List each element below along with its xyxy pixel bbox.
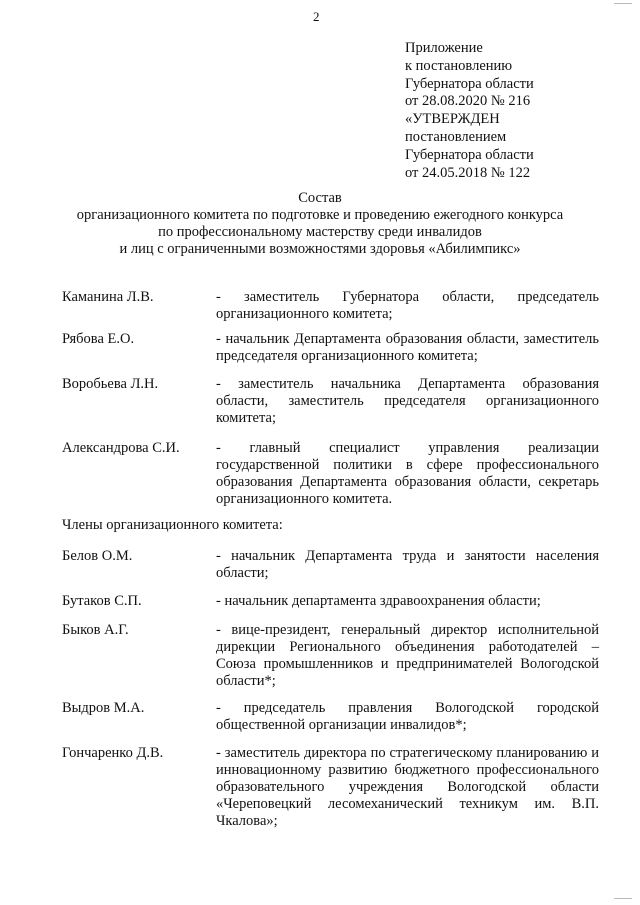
member-name: Выдров М.А. bbox=[62, 700, 145, 716]
member-name: Гончаренко Д.В. bbox=[62, 745, 164, 761]
member-name: Каманина Л.В. bbox=[62, 289, 154, 305]
approval-line: Приложение bbox=[405, 40, 483, 56]
title-line: и лиц с ограниченными возможностями здоровья «Абилимпикс» bbox=[119, 241, 521, 257]
member-role: - заместитель начальника Департамента образования области, заместитель председателя организационного комитета; bbox=[216, 376, 599, 426]
member-role: - начальник департамента здравоохранения области; bbox=[216, 593, 541, 609]
approval-line: постановлением bbox=[405, 128, 507, 145]
approval-line: «УТВЕРЖДЕН bbox=[405, 111, 500, 128]
approval-stamp bbox=[405, 40, 534, 182]
title-heading: Состав bbox=[298, 190, 342, 206]
member-name: Бутаков С.П. bbox=[62, 593, 142, 609]
approval-line: Губернатора области bbox=[405, 75, 534, 92]
member-name: Белов О.М. bbox=[62, 548, 133, 564]
member-name: Рябова Е.О. bbox=[62, 331, 135, 347]
member-role: - заместитель директора по стратегическому планированию и инновационному развитию бюджетного профессионального образовательного учреждения Вологодской области «Череповецкий лесомеханический техникум им. В.П. Чкалова»; bbox=[216, 745, 599, 829]
scan-mark bbox=[614, 898, 632, 899]
title-line: организационного комитета по подготовке и проведению ежегодного конкурса bbox=[76, 207, 564, 223]
members-section-label: Члены организационного комитета: bbox=[62, 517, 283, 533]
member-role: - начальник Департамента труда и занятости населения области; bbox=[216, 548, 599, 581]
member-name: Быков А.Г. bbox=[62, 622, 129, 638]
member-role: - председатель правления Вологодской городской общественной организации инвалидов*; bbox=[216, 700, 599, 733]
member-name: Воробьева Л.Н. bbox=[62, 376, 159, 392]
page-number: 2 bbox=[313, 9, 320, 24]
member-role: - вице-президент, генеральный директор исполнительной дирекции Регионального объединения работодателей – Союза промышленников и предпринимателей Вологодской области*; bbox=[216, 622, 599, 689]
approval-line: Губернатора области bbox=[405, 146, 534, 163]
member-role: - начальник Департамента образования области, заместитель председателя организационного комитета; bbox=[216, 331, 599, 364]
approval-line: от 28.08.2020 № 216 bbox=[405, 93, 531, 110]
member-role: - заместитель Губернатора области, председатель организационного комитета; bbox=[216, 289, 599, 322]
approval-line: к постановлению bbox=[405, 57, 513, 74]
approval-line: от 24.05.2018 № 122 bbox=[405, 164, 531, 181]
member-name: Александрова С.И. bbox=[62, 440, 180, 456]
scan-mark bbox=[614, 3, 632, 4]
title-line: по профессиональному мастерству среди инвалидов bbox=[158, 224, 482, 240]
document-title bbox=[0, 190, 640, 258]
member-role: - главный специалист управления реализации государственной политики в сфере профессионального образования Департамента образования области, секретарь организационного комитета. bbox=[216, 440, 599, 507]
